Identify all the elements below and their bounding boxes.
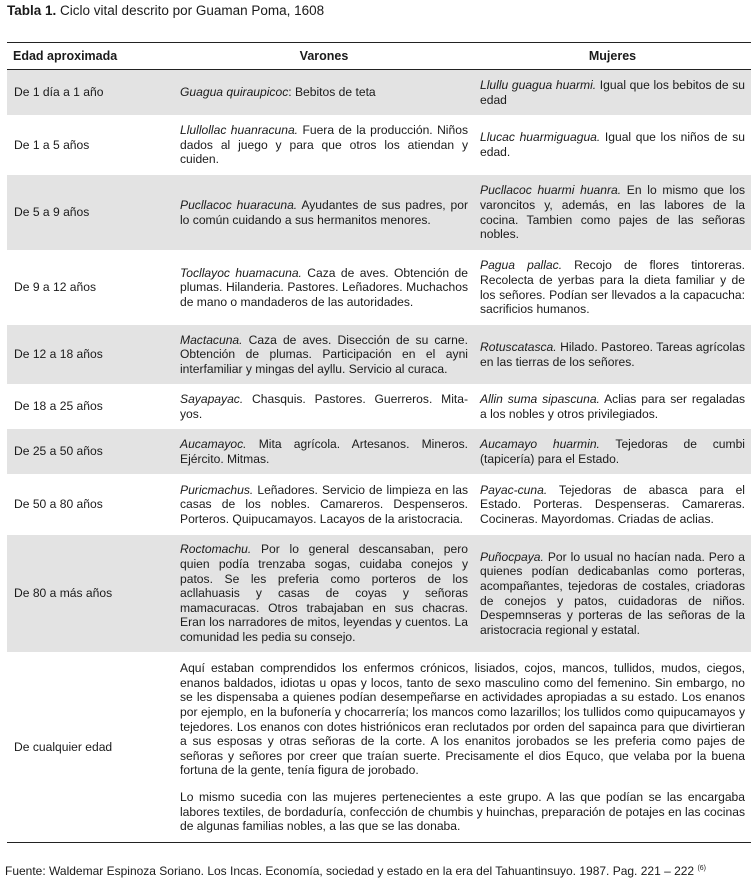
mujeres-desc: Igual que los niños de su edad.: [480, 130, 745, 159]
table-row: [7, 70, 751, 116]
mujeres-term: Pagua pallac.: [480, 258, 563, 273]
varones-cell: [174, 116, 474, 175]
varones-desc: Caza de aves. Obtención de plumas. Hilanderia. Pastores. Leñadores. Muchachos de mano o mandaderos de las autoridades.: [180, 265, 468, 309]
varones-cell: [174, 251, 474, 325]
varones-cell: [174, 175, 474, 251]
age-cell: De 5 a 9 años: [7, 175, 174, 251]
varones-term: Guagua quiraupicoc: [180, 85, 289, 100]
age-cell: De 1 a 5 años: [14, 137, 90, 152]
table-row: [7, 385, 751, 429]
varones-cell: [174, 70, 474, 116]
mujeres-cell: [474, 475, 751, 535]
varones-cell: [174, 385, 474, 429]
mujeres-term: Llullu guagua huarmi.: [480, 77, 597, 92]
varones-desc: Ayudantes de sus padres, por lo común cuidando a sus hermanitos menores.: [180, 197, 468, 227]
age-cell: De 9 a 12 años: [14, 280, 97, 295]
varones-term: Llullollac huanracuna.: [180, 123, 299, 138]
age-cell: De 1 día a 1 año: [7, 70, 174, 116]
mujeres-term: Allin suma sipascuna.: [480, 391, 600, 406]
varones-term: Tocllayoc huamacuna.: [180, 265, 302, 280]
mujeres-cell: [474, 70, 751, 116]
varones-cell: [174, 535, 474, 653]
age-cell: De 12 a 18 años: [7, 325, 174, 385]
reference-number: (6): [697, 865, 707, 872]
table-row: [7, 535, 751, 653]
mujeres-desc: Aclias para ser regaladas a los nobles y otros privilegiados.: [480, 391, 745, 421]
varones-term: Roctomachu.: [180, 542, 252, 557]
any-age-paragraph: Lo mismo sucedia con las mujeres pertenecientes a este grupo. A las que podían se las encargaba labores textiles, de bordaduría, confección de chumbis y huinchas, preparación de potajes en las cocinas de algunas familias nobles, a las que se las donaba.: [180, 789, 745, 834]
header-age: Edad aproximada: [13, 48, 118, 63]
varones-term: Sayapayac.: [180, 391, 244, 406]
table-row: [7, 251, 751, 325]
life-cycle-table: [7, 42, 751, 843]
age-cell: De cualquier edad: [14, 740, 113, 755]
varones-desc: Chasquis. Pastores. Guerreros. Mita-yos.: [180, 391, 468, 421]
header-mujeres: Mujeres: [588, 48, 637, 63]
varones-cell: [174, 475, 474, 535]
mujeres-cell: [474, 116, 751, 175]
header-varones: Varones: [299, 48, 349, 63]
varones-term: Pucllacoc huaracuna.: [180, 197, 298, 212]
mujeres-cell: [474, 429, 751, 475]
mujeres-desc: En lo mismo que los varoncitos y, además, en las labores de la cocina. Tambien como pajes de las señoras nobles.: [480, 183, 745, 242]
mujeres-term: Puñocpaya.: [480, 549, 544, 564]
mujeres-desc: Hilado. Pastoreo. Tareas agrícolas en las tierras de los señores.: [480, 339, 745, 369]
mujeres-cell: [474, 535, 751, 653]
mujeres-term: Llucac huarmiguagua.: [480, 130, 601, 145]
mujeres-desc: Tejedoras de cumbi (tapicería) para el Estado.: [480, 436, 745, 466]
mujeres-desc: Recojo de flores tintoreras. Recolecta de yerbas para la dieta familiar y de los señores. Podían ser llevados a la capacucha: sacrificios humanos.: [480, 258, 745, 317]
caption-label: Tabla 1.: [7, 3, 57, 18]
table-header-row: [7, 43, 751, 70]
age-cell: De 18 a 25 años: [14, 399, 103, 414]
source-note: [5, 864, 706, 878]
varones-cell: [174, 429, 474, 475]
mujeres-desc: Igual que los bebitos de su edad: [480, 77, 745, 107]
mujeres-desc: Por lo usual no hacían nada. Pero a quienes podían dedicabanlas como porteras, acompañantes, tejedoras de costales, criadoras de conejos y patos, cuidadoras de niños. Despemnseras y porteras de las señoras de la aristocracia regional y estatal.: [480, 549, 745, 637]
varones-term: Mactacuna.: [180, 332, 243, 347]
age-cell: De 25 a 50 años: [7, 429, 174, 475]
age-cell: De 80 a más años: [7, 535, 174, 653]
source-text: Fuente: Waldemar Espinoza Soriano. Los Incas. Economía, sociedad y estado en la era del Tahuantinsuyo. 1987. Pag. 221 – 222: [5, 864, 695, 878]
varones-term: Puricmachus.: [180, 482, 254, 497]
mujeres-cell: [474, 175, 751, 251]
varones-term: Aucamayoc.: [180, 436, 247, 451]
table-caption: [7, 3, 324, 18]
mujeres-term: Aucamayo huarmin.: [480, 436, 600, 451]
mujeres-desc: Tejedoras de abasca para el Estado. Porteras. Despenseras. Camareras. Cocineras. Mayordomas. Criadas de aclias.: [480, 482, 745, 526]
table-row: [7, 116, 751, 175]
table-row: [7, 429, 751, 475]
mujeres-cell: [474, 325, 751, 385]
mujeres-term: Rotuscatasca.: [480, 339, 557, 354]
varones-desc: : Bebitos de teta: [288, 85, 376, 100]
varones-desc: Fuera de la producción. Niños dados al juego y para que otros los atiendan y cuiden.: [180, 123, 468, 167]
caption-text: Ciclo vital descrito por Guaman Poma, 1608: [60, 3, 325, 18]
mujeres-term: Pucllacoc huarmi huanra.: [480, 183, 622, 198]
any-age-note-cell: [174, 653, 751, 843]
table-row: [7, 653, 751, 843]
table-row: [7, 325, 751, 385]
age-cell: De 50 a 80 años: [14, 497, 103, 512]
table-row: [7, 175, 751, 251]
varones-desc: Leñadores. Servicio de limpieza en las casas de los nobles. Camareros. Despenseros. Porteros. Quipucamayos. Lacayos de la aristocracia.: [180, 482, 468, 526]
varones-desc: Por lo general descansaban, pero quien podía trenzaba sogas, cuidaba conejos y patos. Se les preferia como porteros de los acllahuasis y casas de coyas y señoras mamacuracas. Otros trabajaban en sus chacras. Eran los narradores de mitos, leyendas y cuentos. La comunidad les pedia su consejo.: [180, 542, 468, 644]
varones-desc: Caza de aves. Disección de su carne. Obtención de plumas. Participación en el ayni interfamiliar y mingas del ayllu. Servicio al curaca.: [180, 332, 468, 376]
table-row: [7, 475, 751, 535]
mujeres-cell: [474, 385, 751, 429]
any-age-paragraph: Aquí estaban comprendidos los enfermos crónicos, lisiados, cojos, mancos, tullidos, mudos, ciegos, enanos baldados, idiotas u opas y locos, tanto de sexo masculino como del femenino. Sin embargo, no se les dispensaba a quienes podían desempeñarse en actividades apropiadas a su estado. Los enanos por ejemplo, en la bufonería y chocarrería; los mancos como lazarillos; los tullidos como quipucamayos y tejedores. Los enanos con dotes histriónicos eran reclutados por orden del sapainca para que divirtieran a sus esposas y otras señoras de la corte. A los enanitos jorobados se les preferia como pajes de señoras y señores por creer que traían suerte. Precisamente el dios Equco, que velaba por la buena fortuna de la gente, tenía figura de jorobado.: [180, 661, 745, 778]
varones-cell: [174, 325, 474, 385]
varones-desc: Mita agrícola. Artesanos. Mineros. Ejército. Mitmas.: [180, 436, 468, 466]
mujeres-cell: [474, 251, 751, 325]
mujeres-term: Payac-cuna.: [480, 482, 548, 497]
